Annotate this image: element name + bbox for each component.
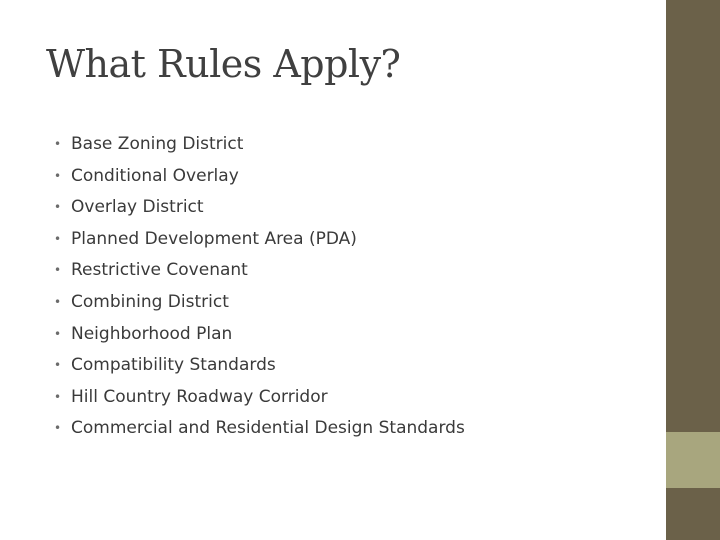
bullet-item <box>50 131 465 163</box>
bullet-item <box>50 321 465 353</box>
bullet-text: Restrictive Covenant <box>71 260 248 281</box>
slide-title: What Rules Apply? <box>46 42 401 86</box>
bullet-item <box>50 415 465 447</box>
bullet-icon: • <box>54 326 62 341</box>
bullet-icon: • <box>54 137 62 151</box>
bullet-text: Commercial and Residential Design Standards <box>71 418 465 439</box>
bullet-text: Hill Country Roadway Corridor <box>71 386 328 407</box>
bullet-text: Neighborhood Plan <box>71 323 233 344</box>
bullet-item <box>50 163 465 195</box>
bullet-text: Planned Development Area (PDA) <box>71 228 357 249</box>
bullet-item <box>50 226 465 258</box>
bullet-text: Combining District <box>71 291 229 312</box>
bullet-icon: • <box>54 231 62 246</box>
bullet-item <box>50 384 465 416</box>
bullet-item <box>50 257 465 289</box>
bullet-icon: • <box>54 389 62 404</box>
bullet-text: Base Zoning District <box>71 134 244 154</box>
bullet-text: Overlay District <box>71 197 204 218</box>
bullet-icon: • <box>54 294 62 309</box>
bullet-icon: • <box>54 168 62 183</box>
bullet-list <box>50 131 465 447</box>
bullet-icon: • <box>54 421 62 436</box>
bullet-icon: • <box>54 263 62 278</box>
bullet-item <box>50 194 465 226</box>
decorative-sidebar-accent <box>666 432 720 488</box>
bullet-icon: • <box>54 200 62 215</box>
bullet-item <box>50 352 465 384</box>
bullet-text: Compatibility Standards <box>71 355 276 376</box>
bullet-icon: • <box>54 358 62 373</box>
bullet-text: Conditional Overlay <box>71 165 239 186</box>
bullet-item <box>50 289 465 321</box>
